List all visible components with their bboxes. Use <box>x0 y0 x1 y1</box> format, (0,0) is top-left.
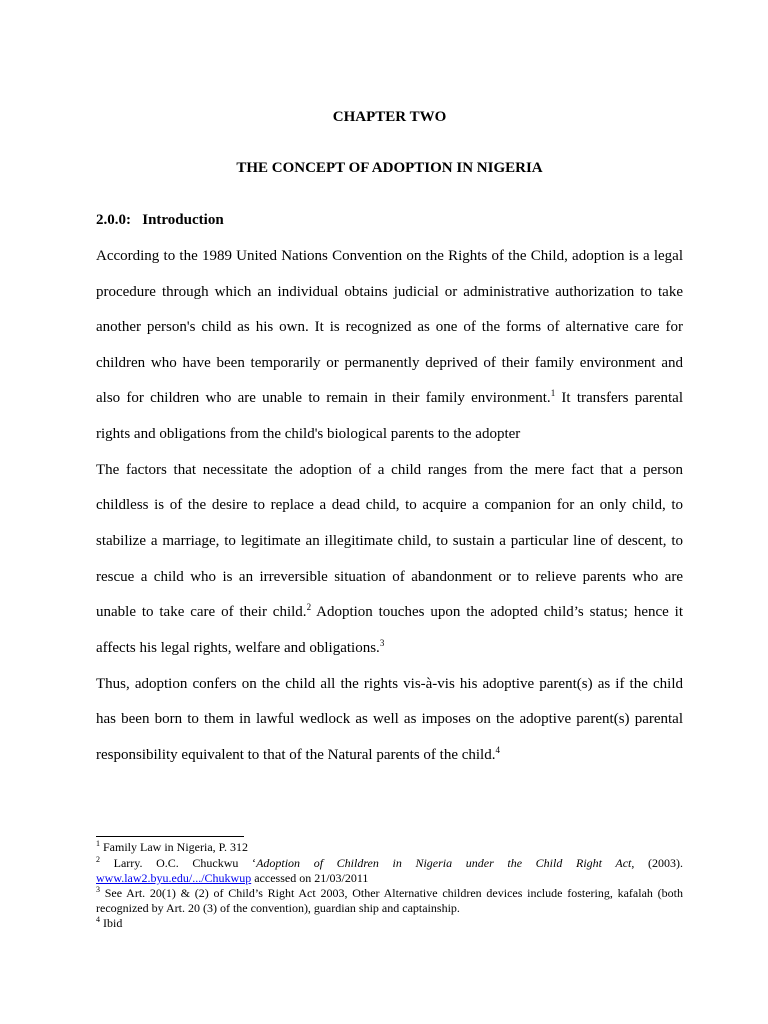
footnote-link[interactable]: www.law2.byu.edu/.../Chukwup <box>96 871 252 885</box>
body-line: According to the 1989 United Nations Convention on the Rights of the Child, adoption is a legal <box>96 248 683 264</box>
footnote-1: $^1$ Family Law in Nigeria, P. 312 <box>96 839 248 854</box>
body-line: has been born to them in lawful wedlock as well as imposes on the adoptive parent(s) parental <box>96 711 683 727</box>
section-number: 2.0.0: <box>96 212 131 228</box>
body-line: responsibility equivalent to that of the Natural parents of the child.$^4$ <box>96 745 500 763</box>
footnote-separator <box>96 836 244 837</box>
footnote-2: $^2$ Larry. O.C. Chuckwu ‘Adoption of Children in Nigeria under the Child Right Act, (2003). <box>96 855 684 870</box>
body-line: childless is of the desire to replace a dead child, to acquire a companion for an only child, to <box>96 497 683 513</box>
chapter-heading: CHAPTER TWO <box>332 109 447 125</box>
section-title: Introduction <box>142 212 224 228</box>
chapter-title: THE CONCEPT OF ADOPTION IN NIGERIA <box>236 160 543 176</box>
footnote-3: $^3$ See Art. 20(1) & (2) of Child’s Right Act 2003, Other Alternative children devices include fostering, kafalah (both <box>96 885 683 900</box>
body-line: affects his legal rights, welfare and obligations.$^3$ <box>96 638 385 656</box>
body-line: Thus, adoption confers on the child all the rights vis-à-vis his adoptive parent(s) as if the child <box>96 676 683 692</box>
body-line: unable to take care of their child.$^2$ Adoption touches upon the adopted child’s status; hence it <box>96 602 684 620</box>
body-line: also for children who are unable to remain in their family environment.$^1$ It transfers parental <box>96 388 683 406</box>
footnote-ref[interactable]: 4 <box>495 745 500 755</box>
body-line: rights and obligations from the child's biological parents to the adopter <box>96 426 521 442</box>
body-line: stabilize a marriage, to legitimate an illegitimate child, to sustain a particular line of descent, to <box>96 533 683 549</box>
footnote-ref[interactable]: 3 <box>379 638 385 648</box>
body-line: another person's child as his own. It is recognized as one of the forms of alternative care for <box>96 319 683 335</box>
section-heading <box>96 212 224 229</box>
footnote-ref[interactable]: 2 <box>306 602 312 612</box>
body-line: procedure through which an individual obtains judicial or administrative authorization to take <box>96 284 683 300</box>
footnote-3-cont: recognized by Art. 20 (3) of the convention), guardian ship and captainship. <box>96 901 460 915</box>
body-line: children who have been temporarily or permanently deprived of their family environment and <box>96 355 683 371</box>
body-line: The factors that necessitate the adoption of a child ranges from the mere fact that a person <box>96 462 683 478</box>
footnote-ref[interactable]: 1 <box>550 388 556 398</box>
footnote-4: $^4$ Ibid <box>96 915 123 930</box>
body-line: rescue a child who is an irreversible situation of abandonment or to relieve parents who are <box>96 569 683 585</box>
footnote-2-cont: www.law2.byu.edu/.../Chukwup accessed on 21/03/2011 <box>96 871 369 885</box>
